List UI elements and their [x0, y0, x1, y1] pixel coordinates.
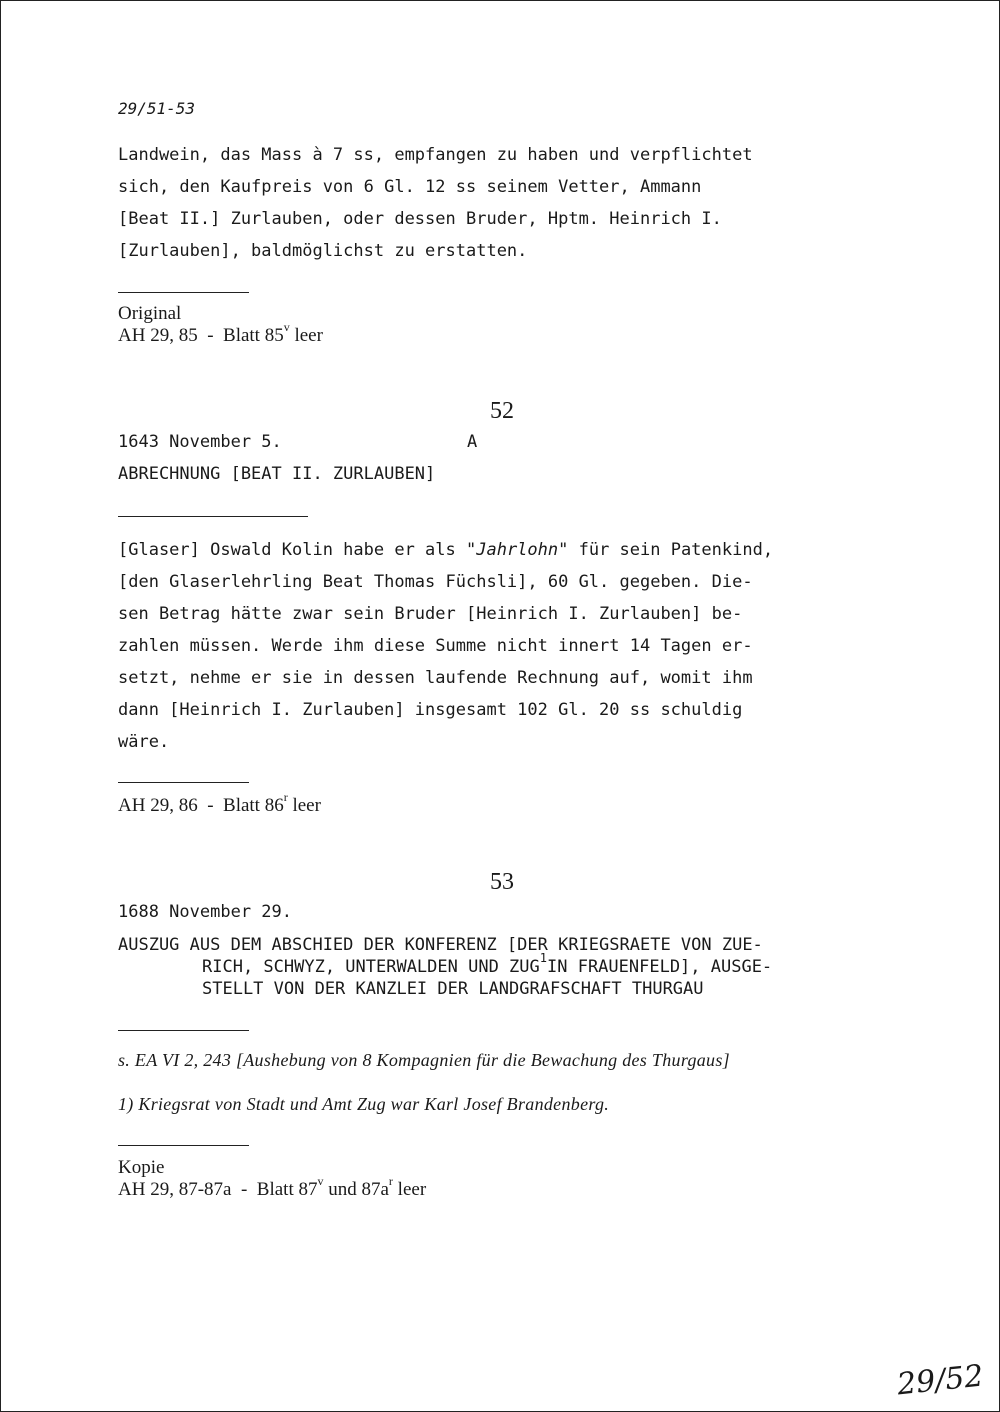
doc52-number: 52 — [490, 398, 514, 424]
doc53-title-line: AUSZUG AUS DEM ABSCHIED DER KONFERENZ [DER KRIEGSRAETE VON ZUE- — [118, 935, 763, 955]
doc53-title-line: STELLT VON DER KANZLEI DER LANDGRAFSCHAFT THURGAU — [202, 979, 704, 999]
doc51-line: sich, den Kaufpreis von 6 Gl. 12 ss seinem Vetter, Ammann — [118, 177, 702, 197]
doc52-line: sen Betrag hätte zwar sein Bruder [Heinrich I. Zurlauben] be- — [118, 604, 743, 624]
doc52-line — [118, 534, 773, 566]
handwritten-page-number: 29/52 — [895, 1358, 986, 1403]
doc53-source-label: Kopie — [118, 1157, 165, 1178]
footnote-marker: 1 — [539, 951, 547, 965]
doc52-line: dann [Heinrich I. Zurlauben] insgesamt 102 Gl. 20 ss schuldig — [118, 700, 743, 720]
doc52-line: setzt, nehme er sie in dessen laufende Rechnung auf, womit ihm — [118, 668, 753, 688]
doc52-date: 1643 November 5. — [118, 432, 282, 452]
divider — [118, 1030, 249, 1031]
doc51-line: [Zurlauben], baldmöglichst zu erstatten. — [118, 241, 528, 261]
title-text: RICH, SCHWYZ, UNTERWALDEN UND ZUG — [202, 957, 540, 977]
source-ref-text: AH 29, 86 - Blatt 86 — [118, 795, 284, 816]
doc51-line: Landwein, das Mass à 7 ss, empfangen zu haben und verpflichtet — [118, 145, 753, 165]
doc53-date: 1688 November 29. — [118, 902, 292, 922]
divider — [118, 782, 249, 783]
doc52-title: ABRECHNUNG [BEAT II. ZURLAUBEN] — [118, 464, 436, 484]
doc53-source-ref — [118, 1174, 427, 1201]
source-ref-sup: r — [388, 1174, 393, 1188]
doc52-line: zahlen müssen. Werde ihm diese Summe nicht innert 14 Tagen er- — [118, 636, 753, 656]
divider — [118, 516, 308, 517]
doc51-line: [Beat II.] Zurlauben, oder dessen Bruder, Hptm. Heinrich I. — [118, 209, 722, 229]
doc52-line: [den Glaserlehrling Beat Thomas Füchsli], 60 Gl. gegeben. Die- — [118, 572, 753, 592]
doc51-source-ref — [118, 320, 323, 347]
doc53-title-line — [202, 951, 773, 977]
doc51-text — [118, 139, 753, 267]
source-ref-sup: r — [283, 790, 288, 804]
doc52-marker: A — [467, 432, 478, 452]
source-ref-tail: leer — [392, 1179, 427, 1200]
source-ref-sup: v — [317, 1174, 324, 1188]
source-ref-sup: v — [283, 320, 290, 334]
line-italic: "Jahrlohn" — [466, 540, 569, 560]
divider — [118, 292, 249, 293]
divider — [118, 1145, 249, 1146]
line-text: für sein Patenkind, — [568, 540, 774, 560]
source-ref-text: AH 29, 87-87a - Blatt 87 — [118, 1179, 318, 1200]
doc53-note-ref: s. EA VI 2, 243 [Aushebung von 8 Kompagnien für die Bewachung des Thurgaus] — [118, 1050, 730, 1070]
source-ref-text: und 87a — [323, 1179, 389, 1200]
doc52-line: wäre. — [118, 732, 170, 752]
doc53-footnote: 1) Kriegsrat von Stadt und Amt Zug war Karl Josef Brandenberg. — [118, 1094, 610, 1114]
source-ref-tail: leer — [289, 325, 323, 346]
doc51-source-label: Original — [118, 303, 182, 324]
title-text: IN FRAUENFELD], AUSGE- — [547, 957, 773, 977]
line-text: [Glaser] Oswald Kolin habe er als — [118, 540, 466, 560]
page-reference: 29/51-53 — [118, 99, 196, 118]
doc52-source-ref — [118, 790, 321, 817]
source-ref-tail: leer — [287, 795, 321, 816]
source-ref-text: AH 29, 85 - Blatt 85 — [118, 325, 284, 346]
doc53-number: 53 — [490, 869, 514, 895]
doc52-text — [118, 534, 773, 758]
